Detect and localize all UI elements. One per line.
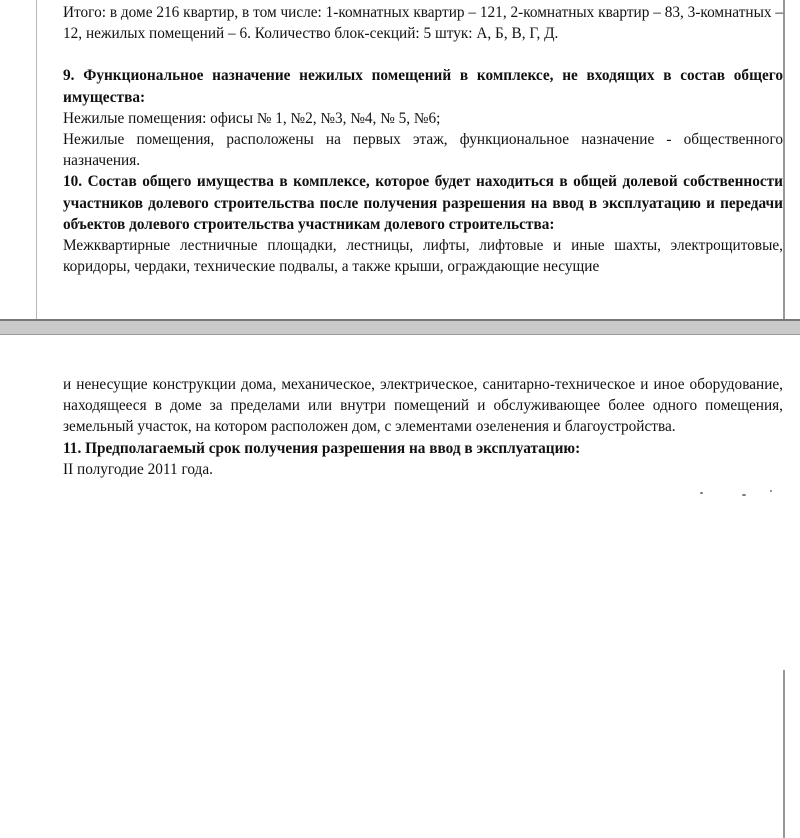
section-9-offices: Нежилые помещения: офисы № 1, №2, №3, №4, № 5, №6; (63, 109, 441, 127)
page-edge-line (783, 670, 785, 838)
section-9-heading: 9. Функциональное назначение нежилых помещений в комплексе, не входящих в состав общего имущества: (63, 67, 783, 106)
page-bottom-content (63, 374, 783, 480)
section-10-heading: 10. Состав общего имущества в комплексе, которое будет находиться в общей долевой собственности участников долевого строительства после получения разрешения на ввод в эксплуатацию и передачи объектов долевого строительства участникам долевого строительства: (63, 173, 783, 233)
page-top (0, 0, 800, 320)
section-11-heading: 11. Предполагаемый срок получения разрешения на ввод в эксплуатацию: (63, 439, 581, 457)
section-10-text-start: Межквартирные лестничные площадки, лестницы, лифты, лифтовые и иные шахты, электрощитовые, коридоры, чердаки, технические подвалы, а также крыши, ограждающие несущие (63, 237, 783, 276)
page-edge-line (783, 0, 785, 320)
scan-speck (770, 490, 772, 492)
page-gap (0, 320, 800, 335)
page-top-edge (0, 319, 800, 321)
section-9-purpose: Нежилые помещения, расположены на первых этаж, функциональное назначение - общественного назначения. (63, 131, 783, 170)
scan-speck (700, 492, 703, 494)
paragraph-spacer (63, 44, 783, 65)
page-top-content (63, 2, 783, 277)
scan-speck (742, 494, 746, 496)
section-10-text-continued: и ненесущие конструкции дома, механическое, электрическое, санитарно-техническое и иное оборудование, находящееся в доме за пределами или внутри помещений и обслуживающее более одного помещения, земельный участок, на котором расположен дом, с элементами озеленения и благоустройства. (63, 376, 783, 436)
page-margin-line (36, 0, 37, 320)
apartment-summary: Итого: в доме 216 квартир, в том числе: 1-комнатных квартир – 121, 2-комнатных квартир – 83, 3-комнатных – 12, нежилых помещений – 6. Количество блок-секций: 5 штук: А, Б, В, Г, Д. (63, 4, 783, 43)
section-11-text: II полугодие 2011 года. (63, 460, 213, 478)
